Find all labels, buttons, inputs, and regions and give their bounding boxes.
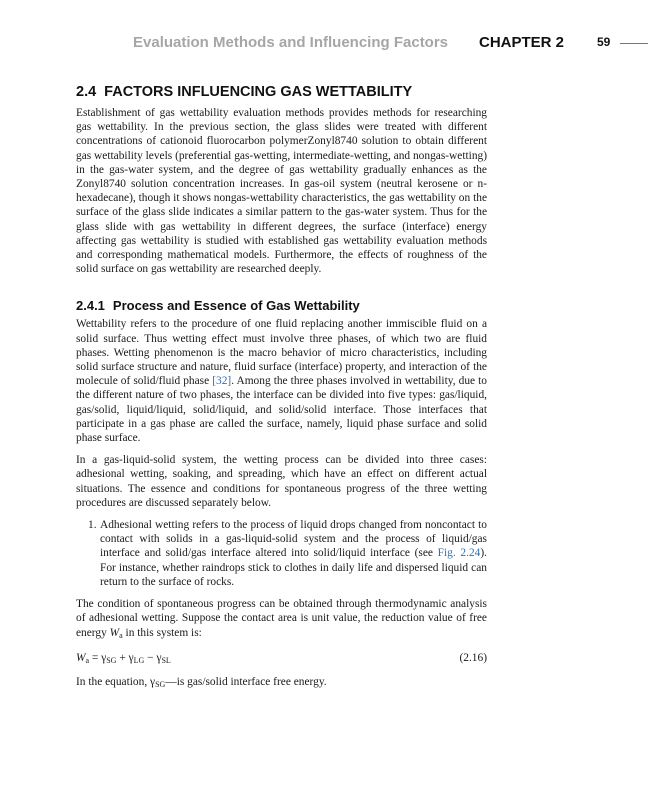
header-chapter-label: CHAPTER 2 <box>479 34 565 51</box>
wetting-list <box>76 518 487 589</box>
subsection-heading <box>76 298 487 313</box>
variable-w: W <box>109 626 120 639</box>
eq-term: γ <box>101 651 107 664</box>
paragraph-text: Adhesional wetting refers to the process of liquid drops changed from noncontact to contact with solids in a gas-liquid-solid system and the process of liquid/gas interface and solid/gas interface altered into solid/liquid interface (see <box>100 519 487 560</box>
equation-body <box>76 652 171 664</box>
eq-term: γ <box>128 651 134 664</box>
paragraph-thermodynamic <box>76 597 487 643</box>
eq-sign: = <box>89 651 102 664</box>
eq-term: γ <box>156 651 162 664</box>
eq-lhs-sub: a <box>85 655 90 665</box>
subsection-number: 2.4.1 <box>76 298 105 314</box>
eq-lhs: W <box>76 651 86 664</box>
running-header <box>0 34 648 54</box>
eq-term-sub: LG <box>133 655 145 665</box>
paragraph-text: —is gas/solid interface free energy. <box>165 675 327 688</box>
paragraph-text: ). For instance, whether raindrops stick to clothes in daily life and dispersed liquid can return to the surface of rocks. <box>100 547 487 588</box>
header-rule <box>620 43 648 44</box>
paragraph-text: The condition of spontaneous progress can be obtained through thermodynamic analysis of adhesional wetting. Suppose the contact area is unit value, the reduction value of free energy <box>76 598 487 639</box>
eq-term-sub: SG <box>106 655 117 665</box>
list-item <box>76 518 487 589</box>
list-item-number: 1. <box>88 519 97 532</box>
eq-operator: − <box>144 651 157 664</box>
list-item-text <box>100 518 487 589</box>
figure-link[interactable]: Fig. 2.24 <box>437 547 481 560</box>
paragraph-wetting-cases: In a gas-liquid-solid system, the wetting process can be divided into three cases: adhesional wetting, soaking, and spreading, which have an effect on different actual situations. The essence and conditions for spontaneous progress of the three wetting procedures are discussed separately below. <box>76 454 487 509</box>
citation-link[interactable]: [32] <box>212 375 232 388</box>
section-heading <box>76 84 487 100</box>
paragraph-text: in this system is: <box>122 626 202 639</box>
header-section-title: Evaluation Methods and Influencing Factors <box>133 34 449 51</box>
eq-term-sub: SL <box>161 655 171 665</box>
section-title: FACTORS INFLUENCING GAS WETTABILITY <box>104 84 413 100</box>
paragraph-equation-definition <box>76 675 487 692</box>
variable-w-sub: a <box>119 630 123 640</box>
page-body <box>76 84 487 692</box>
equation-2-16 <box>76 651 487 667</box>
paragraph-wettability-definition <box>76 317 487 445</box>
paragraph-text: In the equation, <box>76 675 151 688</box>
paragraph-text: Wettability refers to the procedure of one fluid replacing another immiscible fluid on a solid surface. Thus wetting effect must involve three phases, of which two are fluid phases. Wetting phenomenon is the macro behavior of micro characteristics, including solid surface structure and nature, fluid surface (interface) property, and interaction of the molecule of solid/fluid phase <box>76 318 487 388</box>
eq-symbol: γ <box>150 675 156 688</box>
eq-symbol-sub: SG <box>155 679 166 689</box>
section-intro-paragraph: Establishment of gas wettability evaluation methods provides methods for researching gas wettability. In the previous section, the glass slides were treated with different concentrations of cationoid fluorocarbon polymerZonyl8740 solution to obtain different gas wettability levels (preferential gas-wetting, intermediate-wetting, and nongas-wetting) in the gas-water system, and the degree of gas wettability gradually enhances as the Zonyl8740 solution concentration increases. In gas-oil system (neutral kerosene or n-hexadecane), though it shows nongas-wettability characteristics, the gas wettability on the surface of the glass slide indicates a similar pattern to the gas-water system. Thus for the glass slide with gas wettability in different degrees, the surface (interface) energy affecting gas wettability is studied with established gas wettability evaluation methods and corresponding mathematical models. Furthermore, the effects of roughness of the solid surface on gas wettability are researched deeply. <box>76 107 487 276</box>
equation-number: (2.16) <box>459 651 487 664</box>
eq-operator: + <box>116 651 129 664</box>
paragraph-text: . Among the three phases involved in wettability, due to the different nature of two phases, the interface can be divided into five types: gas/liquid, gas/solid, liquid/liquid, solid/liquid, and solid/solid interface. Those interfaces that participate in a gas phase are called the surface, namely, liquid phase surface and solid phase surface. <box>76 375 487 445</box>
section-number: 2.4 <box>76 84 97 100</box>
subsection-title: Process and Essence of Gas Wettability <box>112 298 360 314</box>
page-number: 59 <box>597 35 611 49</box>
